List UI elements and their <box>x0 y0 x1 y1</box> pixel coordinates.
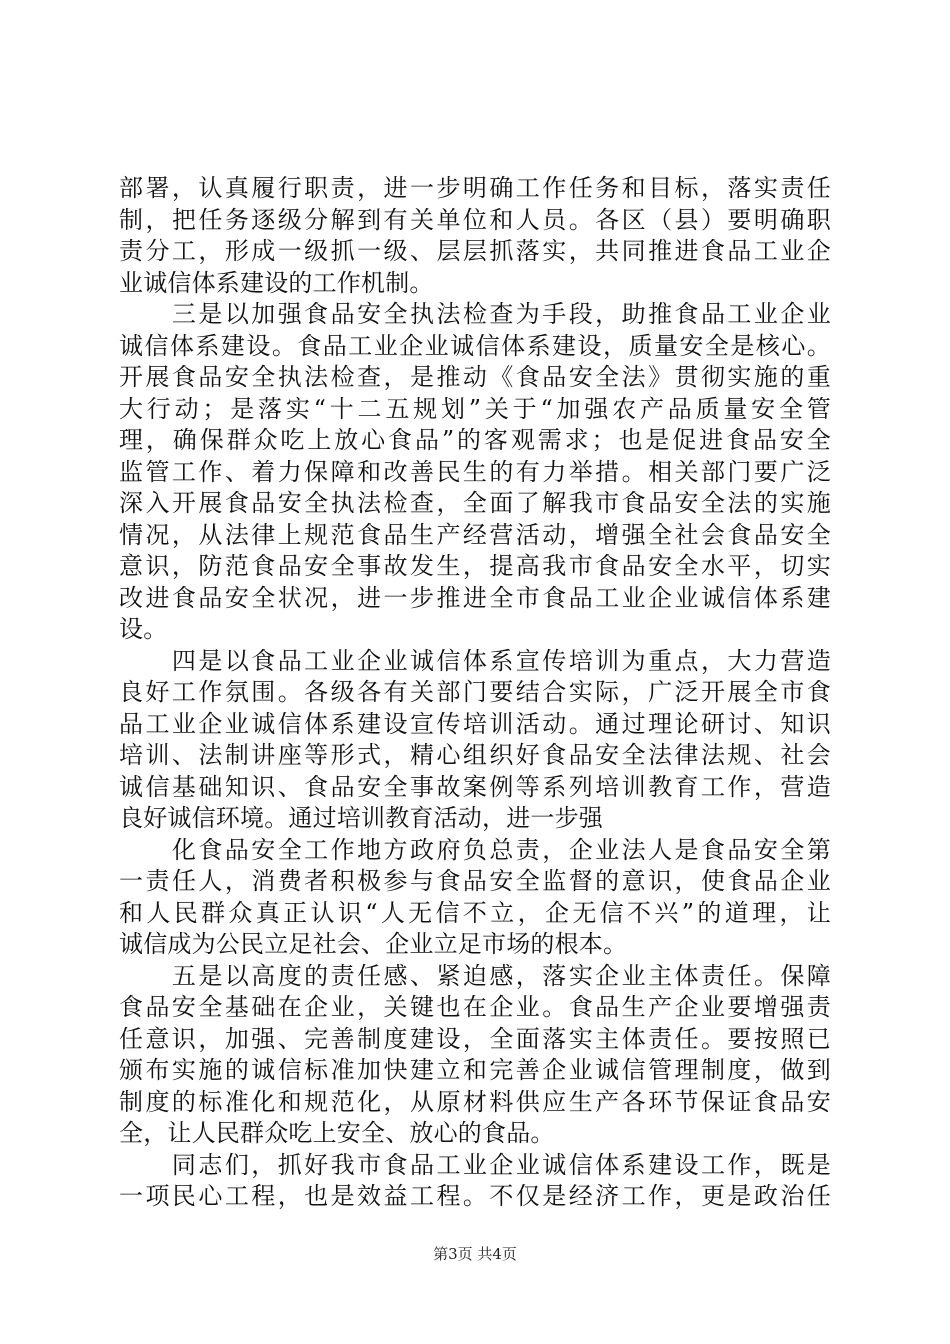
text-line: 部署，认真履行职责，进一步明确工作任务和目标，落实责任 <box>119 174 831 202</box>
text-line: 大行动；是落实“十二五规划”关于“加强农产品质量安全管 <box>119 394 831 423</box>
text-line: 培训、法制讲座等形式，精心组织好食品安全法律法规、社会 <box>119 741 831 769</box>
text-line: 三是以加强食品安全执法检查为手段，助推食品工业企业 <box>119 300 831 328</box>
text-line: 监管工作、着力保障和改善民生的有力举措。相关部门要广泛 <box>119 457 831 486</box>
document-body <box>119 173 831 1213</box>
text-line: 诚信体系建设。食品工业企业诚信体系建设，质量安全是核心。 <box>119 331 831 360</box>
text-line: 诚信成为公民立足社会、企业立足市场的根本。 <box>119 930 628 958</box>
text-line: 业诚信体系建设的工作机制。 <box>119 268 434 297</box>
text-line: 情况，从法律上规范食品生产经营活动，增强全社会食品安全 <box>119 520 831 549</box>
text-line: 同志们，抓好我市食品工业企业诚信体系建设工作，既是 <box>119 1150 831 1179</box>
text-line: 深入开展食品安全执法检查，全面了解我市食品安全法的实施 <box>119 489 831 517</box>
text-line: 食品安全基础在企业，关键也在企业。食品生产企业要增强责 <box>119 993 831 1021</box>
text-line: 化食品安全工作地方政府负总责，企业法人是食品安全第 <box>119 835 831 864</box>
text-line: 开展食品安全执法检查，是推动《食品安全法》贯彻实施的重 <box>119 363 831 391</box>
text-line: 良好诚信环境。通过培训教育活动，进一步强 <box>119 804 603 832</box>
page-number-footer: 第3页 共4页 <box>433 1245 517 1263</box>
text-line: 责分工，形成一级抓一级、层层抓落实，共同推进食品工业企 <box>119 237 831 265</box>
text-line: 改进食品安全状况，进一步推进全市食品工业企业诚信体系建 <box>119 583 831 612</box>
text-line: 理，确保群众吃上放心食品”的客观需求；也是促进食品安全 <box>119 426 831 454</box>
text-line: 制，把任务逐级分解到有关单位和人员。各区（县）要明确职 <box>119 205 831 234</box>
text-line: 诚信基础知识、食品安全事故案例等系列培训教育工作，营造 <box>119 772 831 801</box>
text-line: 意识，防范食品安全事故发生，提高我市食品安全水平，切实 <box>119 552 831 580</box>
text-line: 良好工作氛围。各级各有关部门要结合实际，广泛开展全市食 <box>119 678 831 706</box>
text-line: 设。 <box>119 615 168 643</box>
text-line: 全，让人民群众吃上安全、放心的食品。 <box>119 1119 555 1147</box>
text-line: 五是以高度的责任感、紧迫感，落实企业主体责任。保障 <box>119 961 831 990</box>
text-line: 制度的标准化和规范化，从原材料供应生产各环节保证食品安 <box>119 1087 831 1116</box>
text-line: 颁布实施的诚信标准加快建立和完善企业诚信管理制度，做到 <box>119 1056 831 1084</box>
text-line: 一项民心工程，也是效益工程。不仅是经济工作，更是政治任 <box>119 1182 831 1210</box>
text-line: 任意识，加强、完善制度建设，全面落实主体责任。要按照已 <box>119 1024 831 1053</box>
text-line: 四是以食品工业企业诚信体系宣传培训为重点，大力营造 <box>119 646 831 675</box>
text-line: 一责任人，消费者积极参与食品安全监督的意识，使食品企业 <box>119 867 831 895</box>
text-line: 和人民群众真正认识“人无信不立，企无信不兴”的道理，让 <box>119 898 831 927</box>
text-line: 品工业企业诚信体系建设宣传培训活动。通过理论研讨、知识 <box>119 709 831 738</box>
